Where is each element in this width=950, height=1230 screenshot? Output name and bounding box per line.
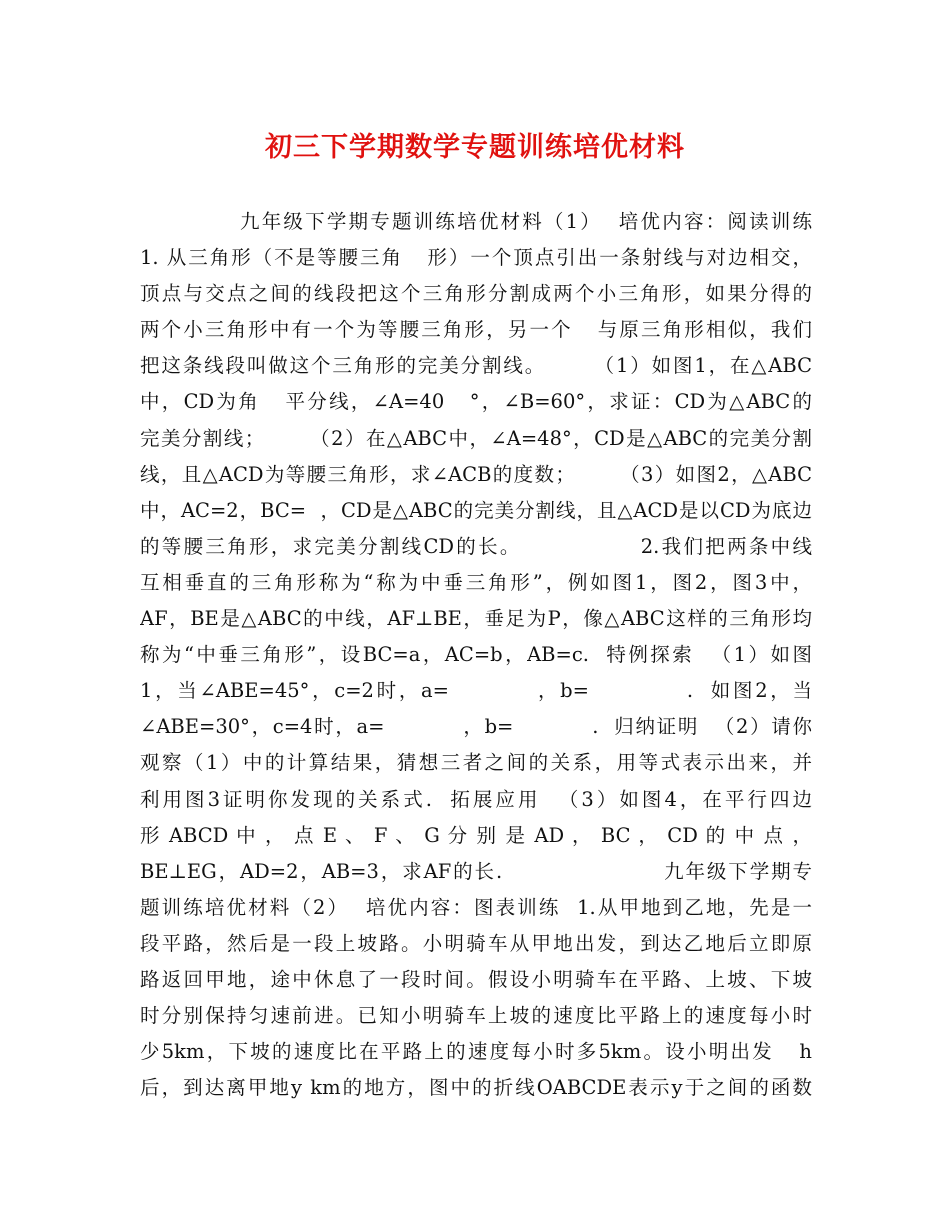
body-line: 段平路，然后是一段上坡路。小明骑车从甲地出发，到达乙地后立即原 <box>140 931 812 955</box>
body-line: AF，BE是△ABC的中线，AF⊥BE，垂足为P，像△ABC这样的三角形均 <box>140 607 812 631</box>
body-line: BE⊥EG，AD=2，AB=3，求AF的长. 九年级下学期专 <box>140 859 812 883</box>
body-line: 观察（1）中的计算结果，猜想三者之间的关系，用等式表示出来，并 <box>140 751 812 775</box>
body-line: 完美分割线； （2）在△ABC中，∠A=48°，CD是△ABC的完美分割 <box>140 426 812 450</box>
body-line: 互相垂直的三角形称为“称为中垂三角形”，例如图1，图2，图3中， <box>140 570 812 594</box>
document-title: 初三下学期数学专题训练培优材料 <box>265 132 685 163</box>
body-line: 时分别保持匀速前进。已知小明骑车上坡的速度比平路上的速度每小时 <box>140 1004 812 1028</box>
body-line: 两个小三角形中有一个为等腰三角形，另一个 与原三角形相似，我们 <box>140 318 812 342</box>
body-line: ∠ABE=30°，c=4时，a= ，b= . 归纳证明 （2）请你 <box>140 715 812 739</box>
body-line: 顶点与交点之间的线段把这个三角形分割成两个小三角形，如果分得的 <box>140 282 812 306</box>
body-line: 1. 从三角形（不是等腰三角 形）一个顶点引出一条射线与对边相交， <box>140 246 812 270</box>
body-line: 称为“中垂三角形”，设BC=a，AC=b，AB=c. 特例探索 （1）如图 <box>140 643 812 667</box>
body-line: 中，AC=2，BC= ，CD是△ABC的完美分割线，且△ACD是以CD为底边 <box>140 498 812 522</box>
body-line: 后，到达离甲地y km的地方，图中的折线OABCDE表示y于之间的函数 <box>140 1076 812 1100</box>
body-line: 的等腰三角形，求完美分割线CD的长。 2.我们把两条中线 <box>140 534 812 558</box>
body-line: 题训练培优材料（2） 培优内容：图表训练 1.从甲地到乙地，先是一 <box>140 895 812 919</box>
body-line: 少5km，下坡的速度比在平路上的速度每小时多5km。设小明出发 h <box>140 1040 812 1064</box>
body-line: 线，且△ACD为等腰三角形，求∠ACB的度数； （3）如图2，△ABC <box>140 462 812 486</box>
body-line: 中，CD为角 平分线，∠A=40 °，∠B=60°，求证：CD为△ABC的 <box>140 390 812 414</box>
body-line: 形 ABCD 中 ， 点 E 、 F 、 G 分 别 是 AD ， BC ， CD 的 中 点 ， <box>140 823 812 847</box>
body-line: 路返回甲地，途中休息了一段时间。假设小明骑车在平路、上坡、下坡 <box>140 967 812 991</box>
body-line: 利用图3证明你发现的关系式. 拓展应用 （3）如图4，在平行四边 <box>140 787 812 811</box>
document-body <box>140 204 812 1106</box>
body-line: 把这条线段叫做这个三角形的完美分割线。 （1）如图1，在△ABC <box>140 354 812 378</box>
body-line: 九年级下学期专题训练培优材料（1） 培优内容：阅读训练 <box>240 210 812 233</box>
body-line: 1，当∠ABE=45°，c=2时，a= ，b= . 如图2，当 <box>140 679 812 703</box>
